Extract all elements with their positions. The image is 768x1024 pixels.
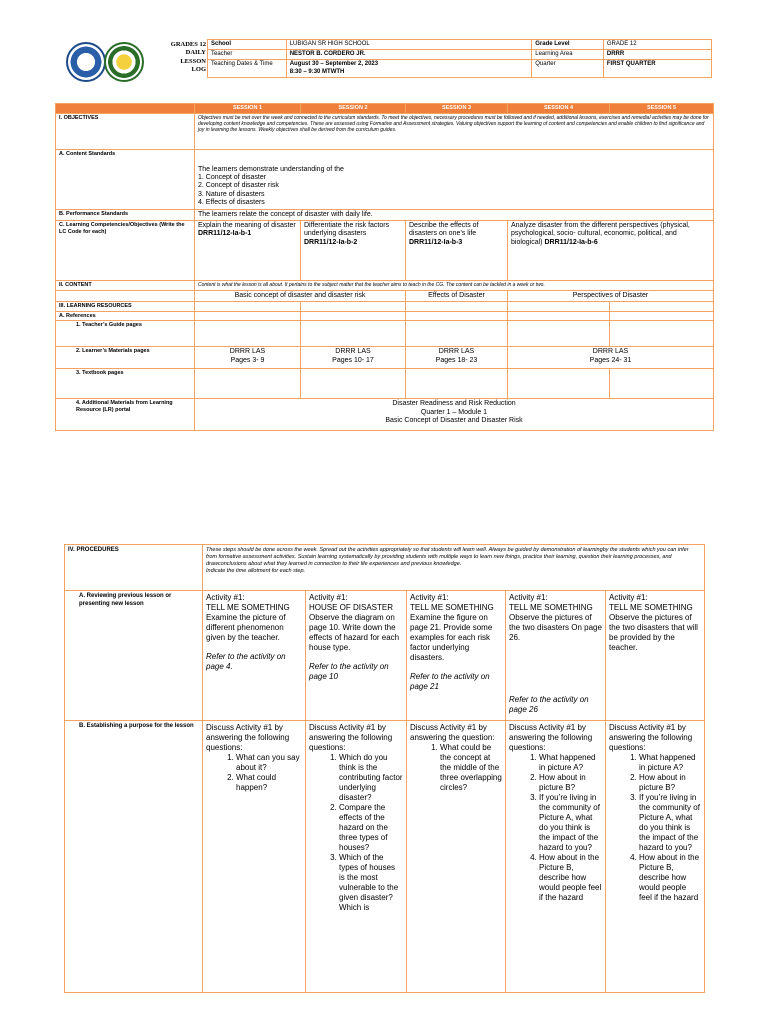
learning-resources-label: III. LEARNING RESOURCES	[56, 301, 195, 311]
empty-cell	[508, 301, 610, 311]
competency-text: Explain the meaning of disaster	[198, 221, 296, 229]
question-item: 2. How about in picture B?	[539, 773, 602, 793]
materials-pages: Pages 18- 23	[435, 356, 478, 364]
materials-title: DRRR LAS	[592, 348, 629, 356]
activity-reference: Refer to the activity on page 4.	[206, 652, 286, 671]
question-item: 1. What happened in picture A?	[539, 753, 602, 773]
question-item: 2. How about in picture B?	[639, 773, 701, 793]
empty-cell	[508, 311, 610, 321]
references-label: A. References	[56, 311, 195, 321]
content-standard-line: 4. Effects of disasters	[198, 199, 265, 207]
session-header: SESSION 2	[301, 104, 406, 114]
discussion-intro: Discuss Activity #1 by answering the following questions:	[609, 723, 693, 752]
activity-cell	[203, 591, 306, 721]
area-label: Learning Area	[532, 50, 604, 60]
competency-cell	[508, 220, 714, 280]
purpose-label: B. Establishing a purpose for the lesson	[65, 721, 203, 993]
activity-reference: Refer to the activity on page 10	[309, 662, 389, 681]
empty-cell	[301, 369, 406, 399]
objectives-table	[55, 103, 714, 431]
activity-cell	[606, 591, 705, 721]
session-header: SESSION 4	[508, 104, 610, 114]
topic-cell: Basic concept of disaster and disaster risk	[195, 290, 406, 301]
topic-blank	[56, 290, 195, 301]
performance-standards: The learners relate the concept of disaster with daily life.	[195, 209, 714, 220]
activity-title: HOUSE OF DISASTER	[309, 603, 394, 612]
competency-cell	[195, 220, 301, 280]
competency-code: DRR11/12-Ia-b-2	[304, 238, 358, 246]
dates-text: August 30 – September 2, 2023	[289, 61, 379, 68]
question-list	[410, 743, 502, 793]
procedures-table	[64, 544, 705, 993]
procedures-note-text: These steps should be done across the week. Spread out the activities appropriately so that students will learn well. Always be guided by demonstration of learningby the students which you can infer from formative assessment activities. Sustain learning systematically by providing students with multiple ways to learn new things, practice their learning, question their learning processes, and drawconclusions about what they learned in connection to their life experiences and previous knowledge.	[206, 547, 689, 567]
learning-competencies-label: C. Learning Competencies/Objectives (Write the LC Code for each)	[56, 220, 195, 280]
topic-cell: Perspectives of Disaster	[508, 290, 714, 301]
dates-label: Teaching Dates & Time	[208, 60, 287, 77]
procedures-label: IV. PROCEDURES	[65, 545, 203, 591]
activity-cell	[306, 591, 407, 721]
title-line: DAILY	[185, 49, 206, 57]
activity-title: TELL ME SOMETHING	[206, 603, 290, 612]
competency-cell	[301, 220, 406, 280]
question-item: 3. If you’re living in the community of Picture A, what do you think is the impact of the hazard to you?	[639, 793, 701, 853]
additional-materials-label: 4. Additional Materials from Learning Resource (LR) portal	[56, 399, 195, 431]
quarter-label: Quarter	[532, 60, 604, 77]
empty-cell	[406, 321, 508, 347]
topic-cell: Effects of Disaster	[406, 290, 508, 301]
materials-title: DRRR LAS	[229, 348, 266, 356]
activity-body: Observe the pictures of the two disasters On page 26.	[509, 613, 602, 642]
session-header: SESSION 5	[610, 104, 714, 114]
activity-title: TELL ME SOMETHING	[609, 603, 693, 612]
materials-cell	[508, 347, 714, 369]
session-header-blank	[56, 104, 195, 114]
materials-title: DRRR LAS	[438, 348, 475, 356]
content-standard-line: The learners demonstrate understanding of the	[198, 165, 344, 173]
procedures-note-time: Indicate the time allotment for each step.	[206, 567, 306, 574]
empty-cell	[508, 369, 610, 399]
content-standards	[195, 149, 714, 209]
activity-reference: Refer to the activity on page 21	[410, 672, 490, 691]
activity-number: Activity #1:	[206, 593, 245, 602]
empty-cell	[406, 301, 508, 311]
additional-materials	[195, 399, 714, 431]
grade-value: GRADE 12	[603, 40, 711, 50]
learners-materials-label: 2. Learner’s Materials pages	[56, 347, 195, 369]
discussion-intro: Discuss Activity #1 by answering the following questions:	[509, 723, 593, 752]
school-value: LUBIGAN SR HIGH SCHOOL	[286, 40, 532, 50]
objectives-label: I. OBJECTIVES	[56, 113, 195, 149]
activity-body: Examine the figure on page 21. Provide some examples for each risk factor underlying disasters.	[410, 613, 493, 662]
session-header: SESSION 3	[406, 104, 508, 114]
time-text: 8:30 – 9:30 MTWTH	[289, 68, 345, 75]
discussion-intro: Discuss Activity #1 by answering the following questions:	[309, 723, 393, 752]
discussion-cell	[306, 721, 407, 993]
header-table	[207, 39, 712, 78]
discussion-intro: Discuss Activity #1 by answering the following questions:	[206, 723, 290, 752]
empty-cell	[301, 301, 406, 311]
dll-title	[150, 41, 206, 75]
materials-title: DRRR LAS	[335, 348, 371, 356]
teacher-value: NESTOR B. CORDERO JR.	[286, 50, 532, 60]
teacher-label: Teacher	[208, 50, 287, 60]
activity-title: TELL ME SOMETHING	[410, 603, 494, 612]
dates-value	[286, 60, 532, 77]
empty-cell	[610, 369, 714, 399]
session-header: SESSION 1	[195, 104, 301, 114]
materials-cell	[195, 347, 301, 369]
title-line: GRADES 12	[170, 41, 206, 48]
empty-cell	[406, 369, 508, 399]
empty-cell	[301, 321, 406, 347]
competency-cell	[406, 220, 508, 280]
content-standard-line: 3. Nature of disasters	[198, 190, 265, 198]
materials-cell	[406, 347, 508, 369]
quarter-value: FIRST QUARTER	[603, 60, 711, 77]
discussion-cell	[407, 721, 506, 993]
competency-text: Analyze disaster from the different perspectives (physical, psychological, socio- cultural, economic, political, and biological)	[511, 221, 690, 246]
performance-standards-label: B. Performance Standards	[56, 209, 195, 220]
title-line: LESSON	[180, 57, 206, 65]
reviewing-label: A. Reviewing previous lesson or presenting new lesson	[65, 591, 203, 721]
materials-pages: Pages 3- 9	[230, 356, 265, 364]
question-item: 3. Which of the types of houses is the most vulnerable to the given disaster? Which is	[339, 853, 403, 913]
activity-body: Observe the diagram on page 10. Write down the effects of hazard for each house type.	[309, 613, 400, 652]
school-seal-logo	[104, 42, 144, 82]
empty-cell	[301, 311, 406, 321]
textbook-label: 3. Textbook pages	[56, 369, 195, 399]
discussion-cell	[506, 721, 606, 993]
competency-text: Differentiate the risk factors underlying disasters	[304, 221, 390, 238]
competency-code: DRR11/12-Ia-b-6	[544, 238, 598, 246]
empty-cell	[508, 321, 610, 347]
discussion-cell	[606, 721, 705, 993]
question-item: 1. What happened in picture A?	[639, 753, 701, 773]
activity-title: TELL ME SOMETHING	[509, 603, 593, 612]
empty-cell	[610, 311, 714, 321]
empty-cell	[610, 301, 714, 311]
competency-code: DRR11/12-Ia-b-3	[409, 238, 463, 246]
school-label: School	[208, 40, 287, 50]
empty-cell	[195, 321, 301, 347]
question-item: 1. What can you say about it?	[236, 753, 302, 773]
materials-pages: Pages 10- 17	[332, 356, 374, 364]
materials-cell	[301, 347, 406, 369]
activity-reference: Refer to the activity on page 26	[509, 695, 589, 714]
procedures-note	[203, 545, 705, 591]
activity-cell	[506, 591, 606, 721]
content-standard-line: 1. Concept of disaster	[198, 174, 267, 182]
additional-line: Quarter 1 – Module 1	[420, 408, 488, 416]
activity-number: Activity #1:	[410, 593, 449, 602]
activity-number: Activity #1:	[509, 593, 548, 602]
competency-code: DRR11/12-Ia-b-1	[198, 230, 252, 238]
additional-line: Basic Concept of Disaster and Disaster Risk	[385, 416, 523, 424]
activity-number: Activity #1:	[309, 593, 348, 602]
content-standards-label: A. Content Standards	[56, 149, 195, 209]
question-item: 2. What could happen?	[236, 773, 302, 793]
activity-body: Observe the pictures of the two disasters that will be provided by the teacher.	[609, 613, 698, 652]
question-item: 3. If you’re living in the community of Picture A, what do you think is the impact of the hazard to you?	[539, 793, 602, 853]
question-list	[509, 753, 602, 903]
competency-text: Describe the effects of disasters on one’s life	[409, 221, 479, 238]
question-item: 1. What could be the concept at the middle of the three overlapping circles?	[440, 743, 502, 793]
discussion-intro: Discuss Activity #1 by answering the question:	[410, 723, 495, 742]
question-list	[609, 753, 701, 903]
empty-cell	[610, 321, 714, 347]
question-item: 4. How about in the Picture B, describe how would people feel if the hazard	[639, 853, 701, 903]
additional-line: Disaster Readiness and Risk Reduction	[392, 400, 516, 408]
content-standard-line: 2. Concept of disaster risk	[198, 182, 279, 190]
materials-pages: Pages 24- 31	[589, 356, 632, 364]
question-item: 4. How about in the Picture B, describe how would people feel if the hazard	[539, 853, 602, 903]
question-list	[206, 753, 302, 793]
empty-cell	[195, 369, 301, 399]
empty-cell	[195, 301, 301, 311]
question-list	[309, 753, 403, 913]
empty-cell	[406, 311, 508, 321]
activity-number: Activity #1:	[609, 593, 648, 602]
teachers-guide-label: 1. Teacher’s Guide pages	[56, 321, 195, 347]
question-item: 1. Which do you think is the contributing factor underlying disaster?	[339, 753, 403, 803]
question-item: 2. Compare the effects of the hazard on the three types of houses?	[339, 803, 403, 853]
activity-cell	[407, 591, 506, 721]
area-value: DRRR	[603, 50, 711, 60]
discussion-cell	[203, 721, 306, 993]
title-line: LOG	[191, 66, 206, 74]
content-note: Content is what the lesson is all about. It pertains to the subject matter that the teacher aims to teach in the CG. The content can be tackled in a week or two.	[195, 280, 714, 290]
objectives-note: Objectives must be met over the week and connected to the curriculum standards. To meet the objectives, necessary procedures must be followed and if needed, additional lessons, exercises and remedial activities may be done for developing content knowledge and competencies. These are assessed using Formative and Assessment strategies. Valuing objectives support the learning of content and competencies and enable children to find significance and joy in learning the lessons. Weekly objectives shall be derived from the curriculum guides.	[195, 113, 714, 149]
empty-cell	[195, 311, 301, 321]
grade-label: Grade Level	[532, 40, 604, 50]
deped-seal-logo	[66, 42, 106, 82]
activity-body: Examine the picture of different phenomenon given by the teacher.	[206, 613, 286, 642]
content-label: II. CONTENT	[56, 280, 195, 290]
